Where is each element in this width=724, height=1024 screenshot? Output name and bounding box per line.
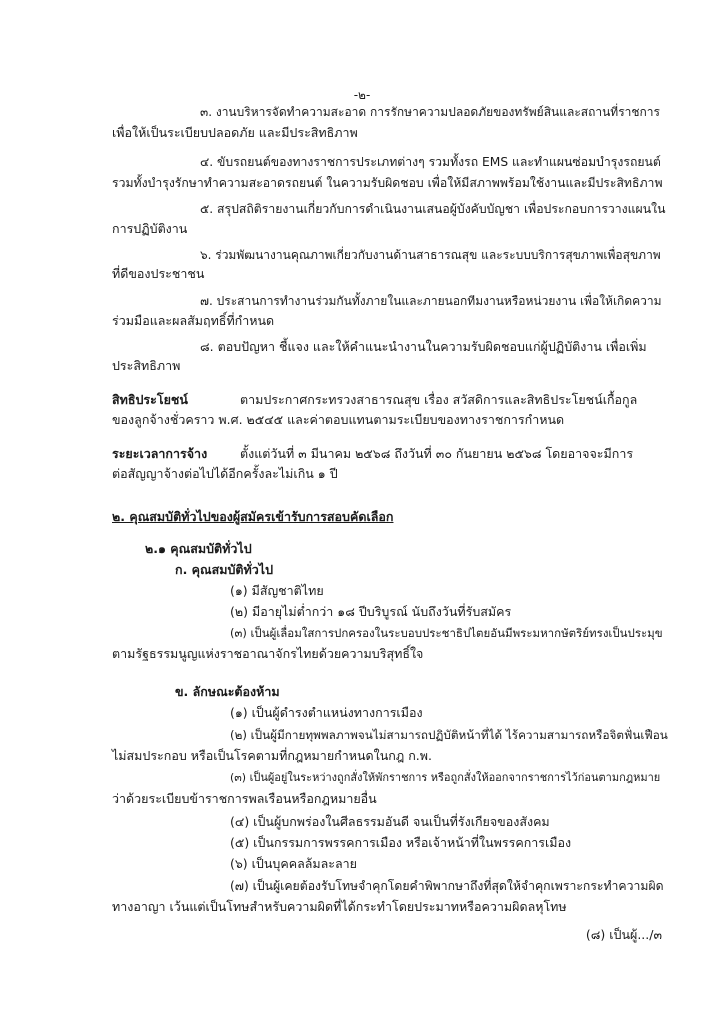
- duty-3-line1: ๓. งานบริหารจัดทำความสะอาด การรักษาความปลอดภัยของทรัพย์สินและสถานที่ราชการ: [200, 105, 660, 119]
- employment-period-line1: ตั้งแต่วันที่ ๓ มีนาคม ๒๕๖๘ ถึงวันที่ ๓๐ กันยายน ๒๕๖๘ โดยอาจจะมีการ: [240, 446, 634, 461]
- duty-6-line1: ๖. ร่วมพัฒนางานคุณภาพเกี่ยวกับงานด้านสาธารณสุข และระบบบริการสุขภาพเพื่อสุขภาพ: [200, 248, 661, 262]
- part-a-item-2: (๒) มีอายุไม่ต่ำกว่า ๑๘ ปีบริบูรณ์ นับถึงวันที่รับสมัคร: [230, 604, 512, 619]
- benefits-line2: ของลูกจ้างชั่วคราว พ.ศ. ๒๕๔๕ และค่าตอบแทนตามระเบียบของทางราชการกำหนด: [112, 412, 565, 427]
- part-b-item-3-line2: ว่าด้วยระเบียบข้าราชการพลเรือนหรือกฎหมายอื่น: [112, 791, 377, 806]
- part-b-item-4: (๔) เป็นผู้บกพร่องในศีลธรรมอันดี จนเป็นที่รังเกียจของสังคม: [230, 814, 550, 829]
- duty-8-line2: ประสิทธิภาพ: [112, 358, 181, 373]
- employment-period-label: ระยะเวลาการจ้าง: [112, 446, 208, 461]
- employment-period-line2: ต่อสัญญาจ้างต่อไปได้อีกครั้งละไม่เกิน ๑ ปี: [112, 466, 338, 481]
- part-b-item-2-line1: (๒) เป็นผู้มีกายทุพพลภาพจนไม่สามารถปฏิบัติหน้าที่ได้ ไร้ความสามารถหรือจิตฟั่นเฟือน: [230, 728, 668, 742]
- duty-5-line1: ๕. สรุปสถิติรายงานเกี่ยวกับการดำเนินงานเสนอผู้บังคับบัญชา เพื่อประกอบการวางแผนใน: [200, 202, 666, 216]
- section-2-1-heading: ๒.๑ คุณสมบัติทั่วไป: [145, 541, 252, 556]
- benefits-line1: ตามประกาศกระทรวงสาธารณสุข เรื่อง สวัสดิการและสิทธิประโยชน์เกื้อกูล: [240, 392, 638, 407]
- duty-7-line2: ร่วมมือและผลสัมฤทธิ์ที่กำหนด: [112, 313, 275, 328]
- part-b-item-6: (๖) เป็นบุคคลล้มละลาย: [230, 856, 358, 871]
- duty-6-line2: ที่ดีของประชาชน: [112, 266, 205, 281]
- part-a-heading: ก. คุณสมบัติทั่วไป: [175, 562, 274, 577]
- duty-4-line2: รวมทั้งบำรุงรักษาทำความสะอาดรถยนต์ ในความรับผิดชอบ เพื่อให้มีสภาพพร้อมใช้งานและมีประสิทธิภาพ: [112, 176, 663, 190]
- part-b-item-2-line2: ไม่สมประกอบ หรือเป็นโรคตามที่กฎหมายกำหนดในกฎ ก.พ.: [112, 748, 432, 763]
- duty-4-line1: ๔. ขับรถยนต์ของทางราชการประเภทต่างๆ รวมทั้งรถ EMS และทำแผนซ่อมบำรุงรถยนต์: [200, 155, 661, 169]
- part-a-item-3-line2: ตามรัฐธรรมนูญแห่งราชอาณาจักรไทยด้วยความบริสุทธิ์ใจ: [112, 646, 424, 661]
- part-b-item-1: (๑) เป็นผู้ดำรงตำแหน่งทางการเมือง: [230, 705, 423, 720]
- part-b-item-3-line1: (๓) เป็นผู้อยู่ในระหว่างถูกสั่งให้พักราชการ หรือถูกสั่งให้ออกจากราชการไว้ก่อนตามกฎหมาย: [230, 771, 661, 784]
- part-a-item-3-line1: (๓) เป็นผู้เลื่อมใสการปกครองในระบอบประชาธิปไตยอันมีพระมหากษัตริย์ทรงเป็นประมุข: [230, 626, 663, 640]
- part-b-item-7-line1: (๗) เป็นผู้เคยต้องรับโทษจำคุกโดยคำพิพากษาถึงที่สุดให้จำคุกเพราะกระทำความผิด: [230, 879, 664, 893]
- duty-3-line2: เพื่อให้เป็นระเบียบปลอดภัย และมีประสิทธิภาพ: [112, 125, 358, 140]
- part-b-heading: ข. ลักษณะต้องห้าม: [175, 684, 280, 699]
- page-number: -๒-: [353, 88, 371, 102]
- section-2-heading: ๒. คุณสมบัติทั่วไปของผู้สมัครเข้ารับการสอบคัดเลือก: [112, 509, 394, 524]
- part-b-item-5: (๕) เป็นกรรมการพรรคการเมือง หรือเจ้าหน้าที่ในพรรคการเมือง: [230, 835, 572, 850]
- duty-8-line1: ๘. ตอบปัญหา ชี้แจง และให้คำแนะนำงานในความรับผิดชอบแก่ผู้ปฏิบัติงาน เพื่อเพิ่ม: [200, 339, 647, 354]
- part-b-item-7-line2: ทางอาญา เว้นแต่เป็นโทษสำหรับความผิดที่ได้กระทำโดยประมาทหรือความผิดลหุโทษ: [112, 899, 567, 914]
- duty-7-line1: ๗. ประสานการทำงานร่วมกันทั้งภายในและภายนอกทีมงานหรือหน่วยงาน เพื่อให้เกิดความ: [200, 294, 662, 308]
- part-a-item-1: (๑) มีสัญชาติไทย: [230, 583, 324, 598]
- continuation-marker: (๘) เป็นผู้.../๓: [585, 927, 662, 942]
- benefits-label: สิทธิประโยชน์: [112, 392, 188, 407]
- duty-5-line2: การปฏิบัติงาน: [112, 221, 188, 236]
